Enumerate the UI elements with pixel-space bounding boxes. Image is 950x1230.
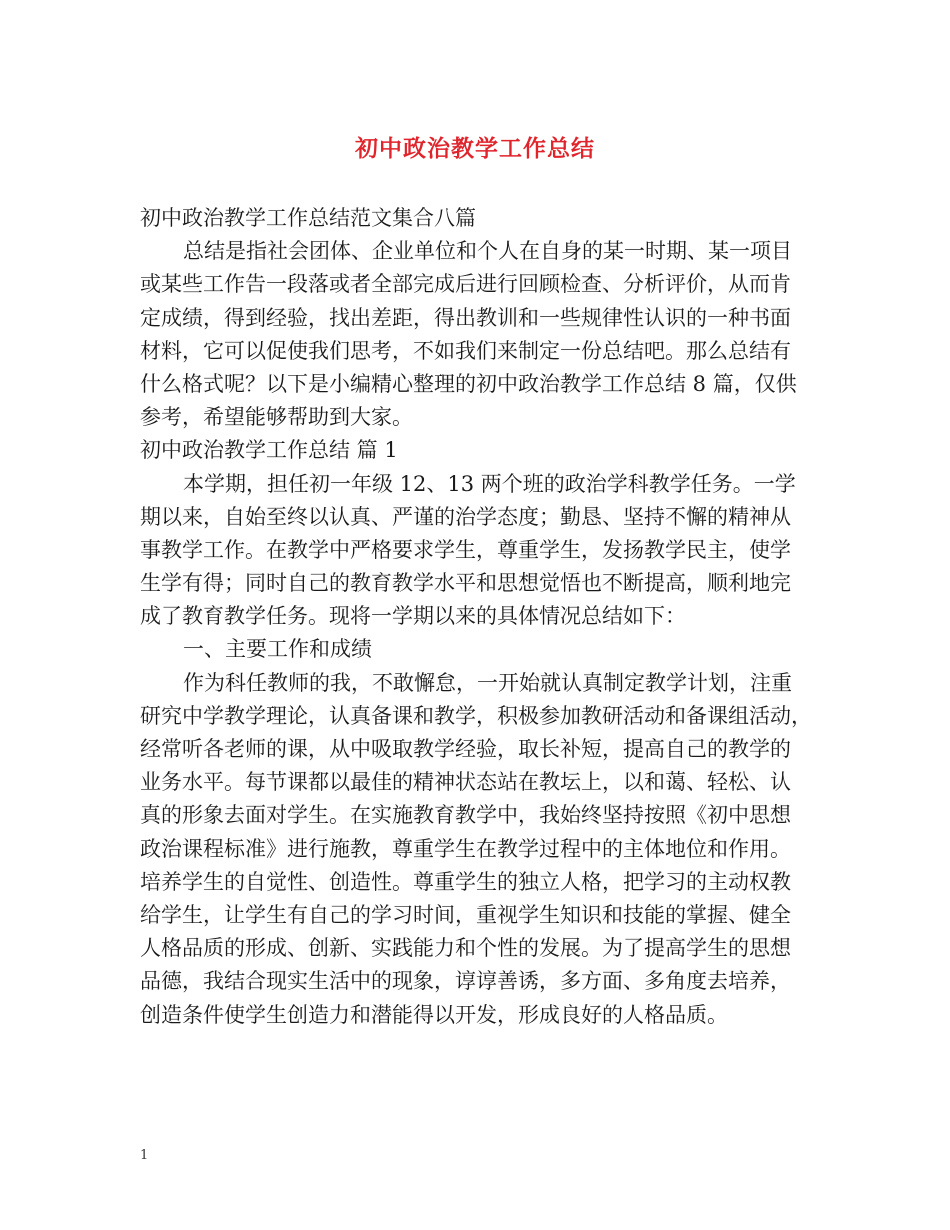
paragraph-line: 期以来，自始至终以认真、严谨的治学态度；勤恳、坚持不懈的精神从 <box>140 504 791 529</box>
paragraph-line: 或某些工作告一段落或者全部完成后进行回顾检查、分析评价，从而肯 <box>140 272 791 297</box>
paragraph-line: 总结是指社会团体、企业单位和个人在自身的某一时期、某一项目 <box>183 239 792 264</box>
paragraph-line: 参考，希望能够帮助到大家。 <box>140 405 413 430</box>
paragraph-line: 成了教育教学任务。现将一学期以来的具体情况总结如下： <box>140 604 686 629</box>
paragraph-line: 人格品质的形成、创新、实践能力和个性的发展。为了提高学生的思想 <box>140 936 791 961</box>
paragraph-line: 什么格式呢？以下是小编精心整理的初中政治教学工作总结 8 篇，仅供 <box>140 371 797 396</box>
section-heading: 初中政治教学工作总结 篇 1 <box>140 438 398 463</box>
page-number: 1 <box>140 1148 149 1163</box>
subtitle-line: 初中政治教学工作总结范文集合八篇 <box>140 206 476 230</box>
paragraph-line: 经常听各老师的课，从中吸取教学经验，取长补短，提高自己的教学的 <box>140 737 791 761</box>
document-title: 初中政治教学工作总结 <box>355 135 595 162</box>
paragraph-line: 培养学生的自觉性、创造性。尊重学生的独立人格，把学习的主动权教 <box>140 869 791 894</box>
paragraph-line: 作为科任教师的我，不敢懈怠，一开始就认真制定教学计划，注重 <box>183 670 792 695</box>
subsection-heading: 一、主要工作和成绩 <box>183 637 372 662</box>
paragraph-line: 生学有得；同时自己的教育教学水平和思想觉悟也不断提高，顺利地完 <box>140 571 791 596</box>
paragraph-line: 品德，我结合现实生活中的现象，谆谆善诱，多方面、多角度去培养， <box>140 969 791 994</box>
paragraph-line: 给学生，让学生有自己的学习时间，重视学生知识和技能的掌握、健全 <box>140 902 791 927</box>
paragraph-line: 业务水平。每节课都以最佳的精神状态站在教坛上，以和蔼、轻松、认 <box>140 770 791 795</box>
paragraph-line: 创造条件使学生创造力和潜能得以开发，形成良好的人格品质。 <box>140 1002 728 1027</box>
paragraph-line: 材料，它可以促使我们思考，不如我们来制定一份总结吧。那么总结有 <box>140 338 791 363</box>
paragraph-line: 政治课程标准》进行施教，尊重学生在教学过程中的主体地位和作用。 <box>140 836 791 861</box>
document-body <box>140 202 812 1032</box>
paragraph-line: 真的形象去面对学生。在实施教育教学中，我始终坚持按照《初中思想 <box>140 803 791 828</box>
paragraph-line: 定成绩，得到经验，找出差距，得出教训和一些规律性认识的一种书面 <box>140 305 791 330</box>
paragraph-line: 本学期，担任初一年级 12、13 两个班的政治学科教学任务。一学 <box>183 471 796 496</box>
paragraph-line: 事教学工作。在教学中严格要求学生，尊重学生，发扬教学民主，使学 <box>140 537 791 562</box>
paragraph-line: 研究中学教学理论，认真备课和教学，积极参加教研活动和备课组活动， <box>140 703 812 728</box>
